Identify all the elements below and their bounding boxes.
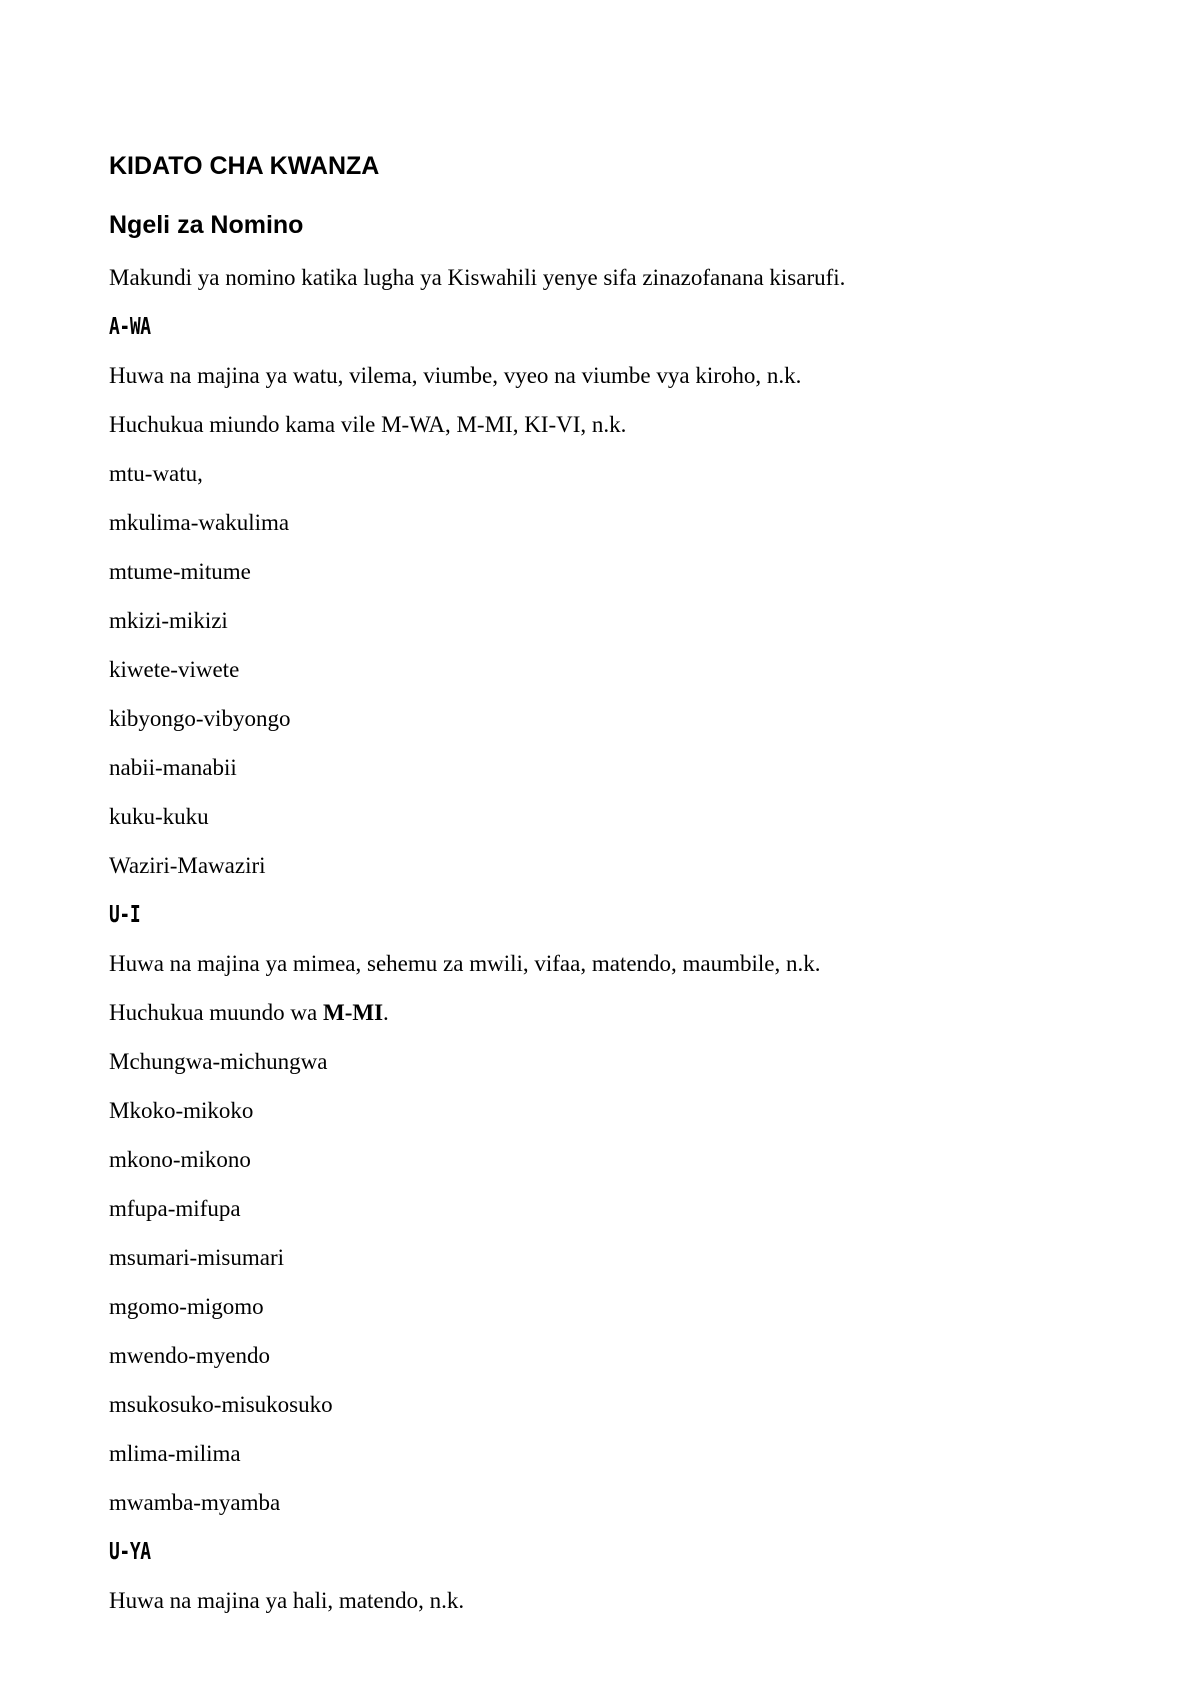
intro-paragraph: Makundi ya nomino katika lugha ya Kiswahili yenye sifa zinazofanana kisarufi. (109, 265, 846, 290)
document-title: KIDATO CHA KWANZA (109, 152, 380, 180)
example-line: mkizi-mikizi (109, 608, 228, 633)
example-line: mfupa-mifupa (109, 1196, 241, 1221)
example-line: Mchungwa-michungwa (109, 1049, 328, 1074)
example-line: kiwete-viwete (109, 657, 240, 682)
description-line: Huwa na majina ya hali, matendo, n.k. (109, 1588, 465, 1613)
example-line: msukosuko-misukosuko (109, 1392, 333, 1417)
pattern-line: Huchukua miundo kama vile M-WA, M-MI, KI-VI, n.k. (109, 412, 627, 437)
example-line: mtu-watu, (109, 461, 203, 486)
noun-class-heading-u-i: U-I (109, 902, 141, 928)
pattern-line (109, 1000, 1109, 1026)
pattern-prefix: Huchukua muundo wa (109, 1000, 323, 1025)
pattern-bold: M-MI (323, 1000, 384, 1025)
pattern-suffix: . (383, 1000, 389, 1025)
section-title: Ngeli za Nomino (109, 211, 304, 239)
example-line: Mkoko-mikoko (109, 1098, 254, 1123)
noun-class-heading-u-ya: U-YA (109, 1539, 151, 1565)
example-line: mtume-mitume (109, 559, 251, 584)
example-line: mkono-mikono (109, 1147, 251, 1172)
description-line: Huwa na majina ya mimea, sehemu za mwili, vifaa, matendo, maumbile, n.k. (109, 951, 821, 976)
noun-class-heading-a-wa: A-WA (109, 314, 151, 340)
example-line: kibyongo-vibyongo (109, 706, 291, 731)
example-line: mkulima-wakulima (109, 510, 290, 535)
example-line: mwendo-myendo (109, 1343, 270, 1368)
example-line: mwamba-myamba (109, 1490, 281, 1515)
example-line: nabii-manabii (109, 755, 237, 780)
description-line: Huwa na majina ya watu, vilema, viumbe, vyeo na viumbe vya kiroho, n.k. (109, 363, 802, 388)
example-line: mlima-milima (109, 1441, 241, 1466)
example-line: Waziri-Mawaziri (109, 853, 266, 878)
example-line: mgomo-migomo (109, 1294, 264, 1319)
example-line: msumari-misumari (109, 1245, 285, 1270)
example-line: kuku-kuku (109, 804, 209, 829)
document-page (109, 148, 1109, 1614)
